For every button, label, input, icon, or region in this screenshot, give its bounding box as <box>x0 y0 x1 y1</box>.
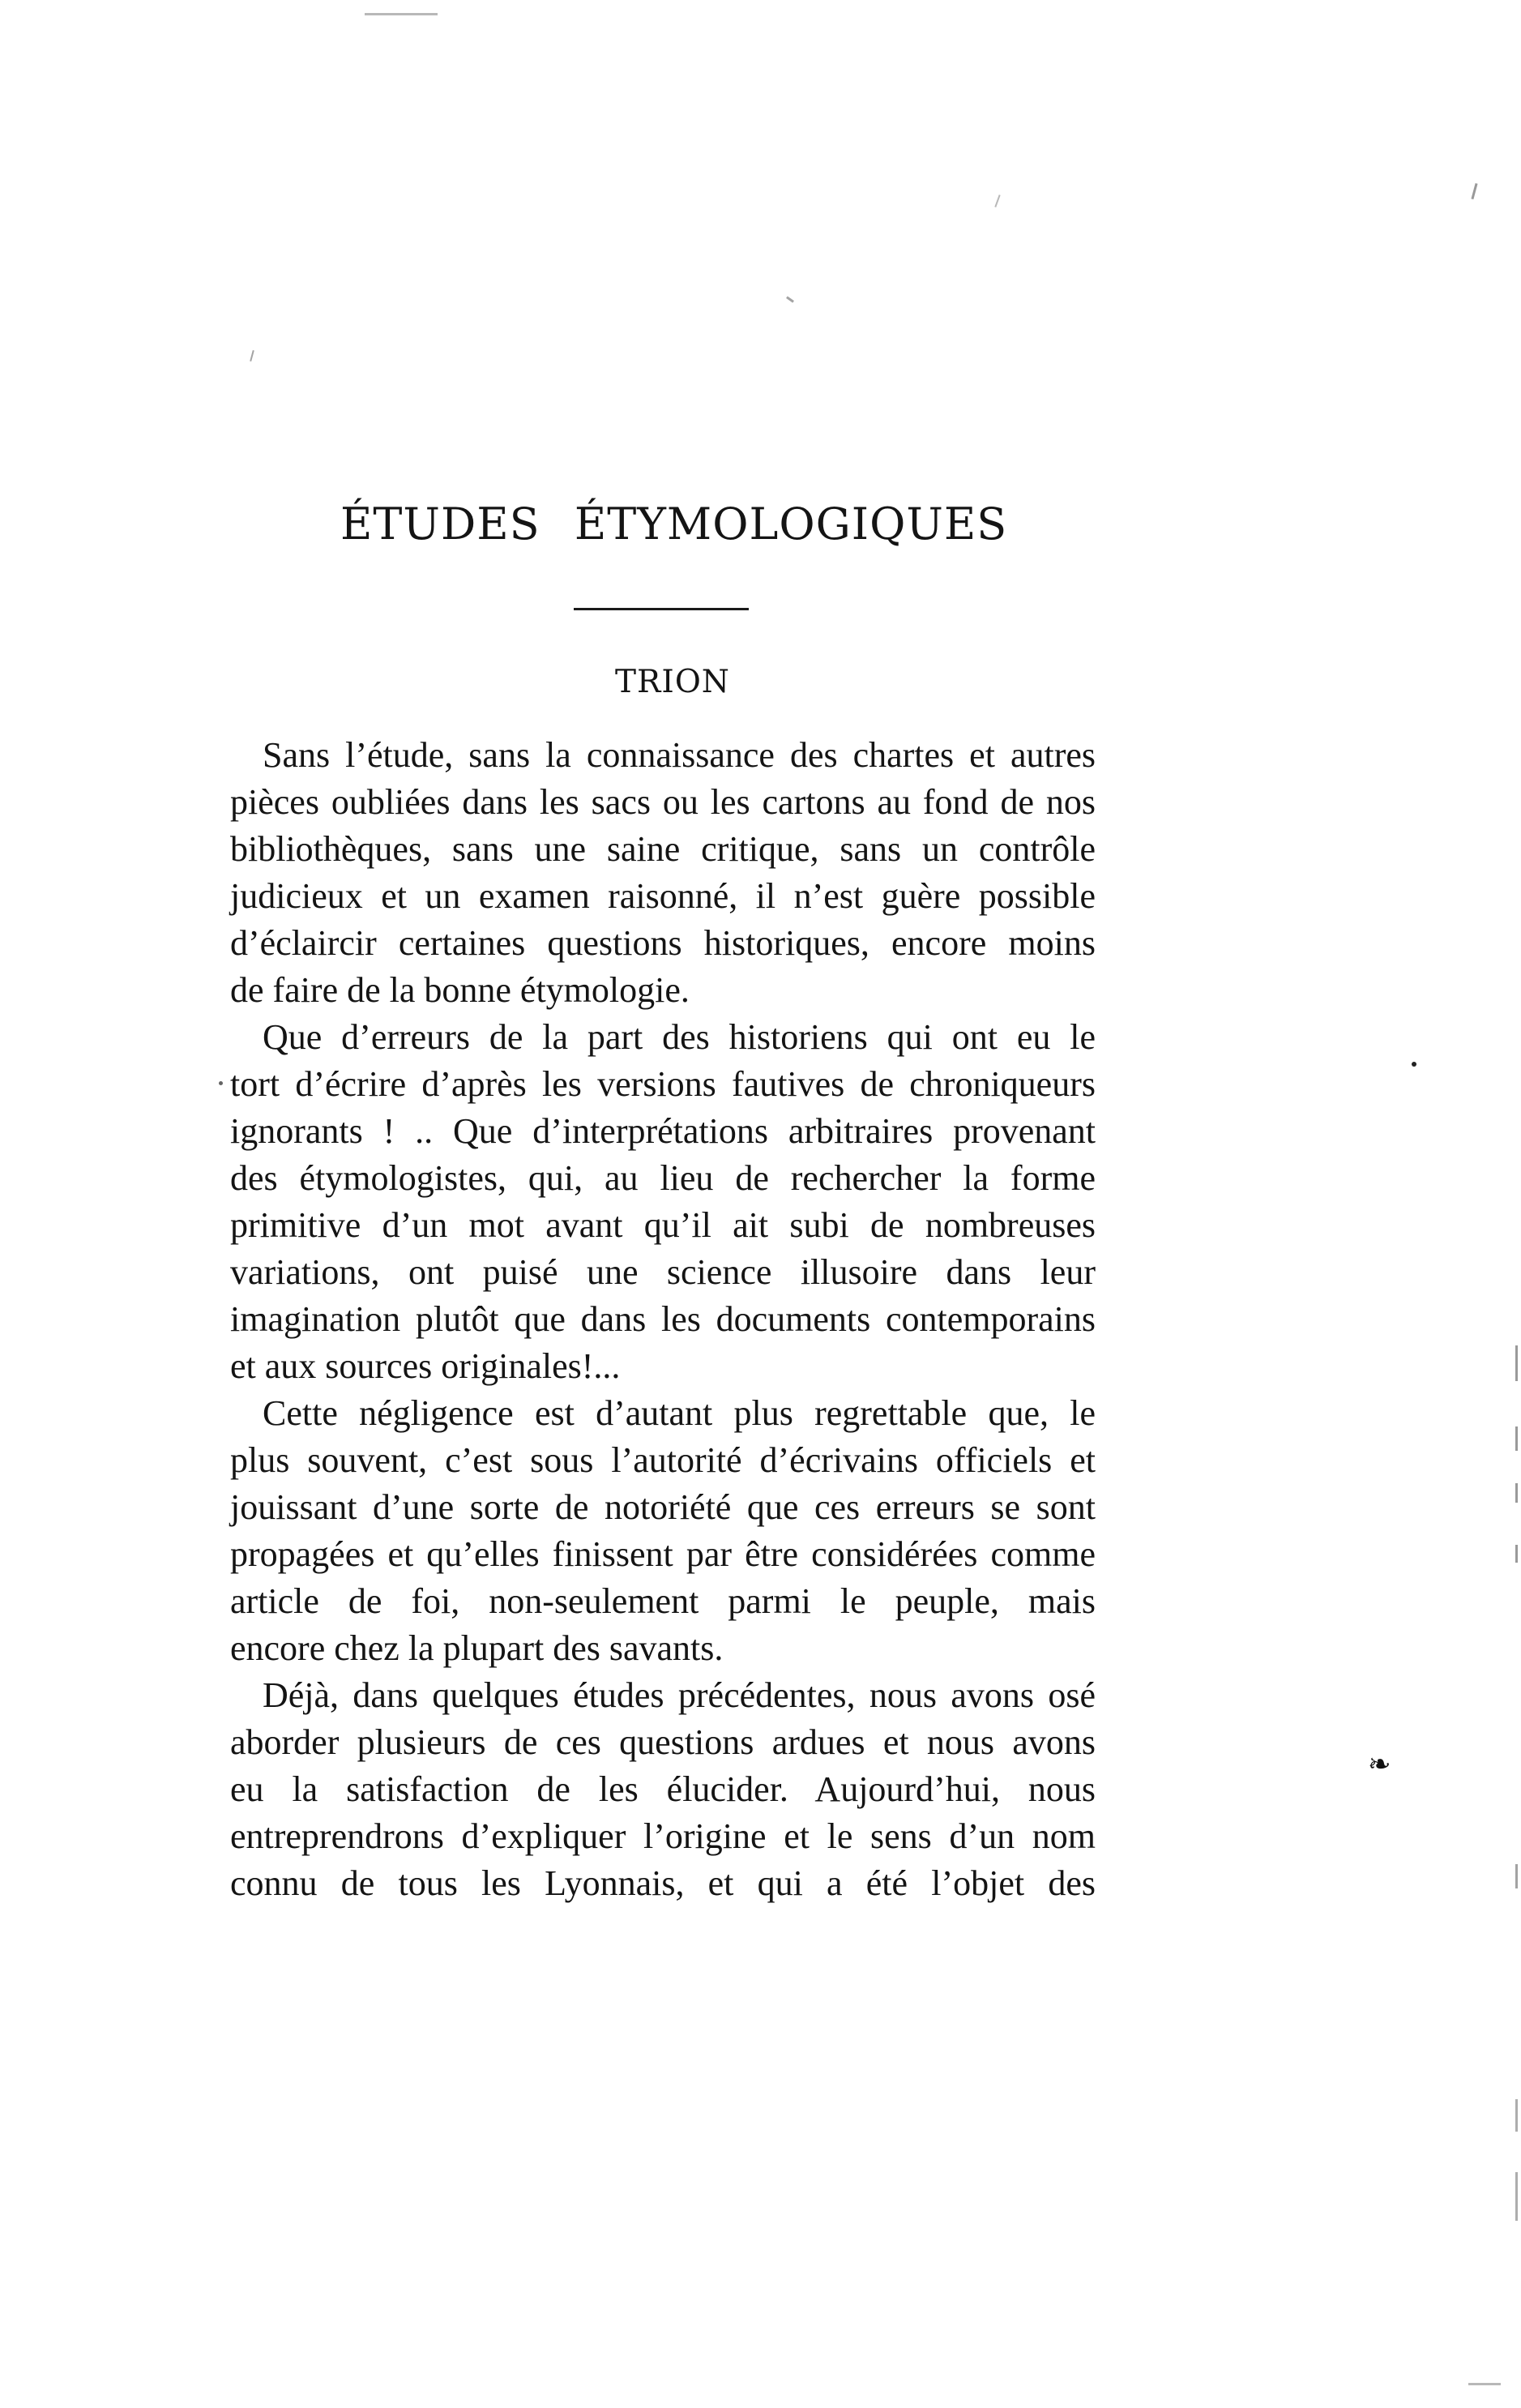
text-line: Déjà, dans quelques études précédentes, nous avons osé <box>263 1675 1096 1715</box>
scan-speck <box>219 1081 223 1085</box>
paragraph <box>230 1672 1096 1907</box>
text-line: des étymologistes, qui, au lieu de rechercher la forme <box>230 1158 1096 1198</box>
text-line: bibliothèques, sans une saine critique, sans un contrôle <box>230 829 1096 869</box>
text-line: Sans l’étude, sans la connaissance des chartes et autres <box>263 735 1096 775</box>
scan-mark <box>250 350 254 361</box>
paragraph <box>230 732 1096 1014</box>
text-line: article de foi, non-seulement parmi le peuple, mais <box>230 1581 1096 1621</box>
text-line: imagination plutôt que dans les documents contemporains <box>230 1299 1096 1339</box>
scan-mark <box>1515 2099 1518 2132</box>
text-line: eu la satisfaction de les élucider. Aujourd’hui, nous <box>230 1769 1096 1809</box>
text-line: plus souvent, c’est sous l’autorité d’écrivains officiels et <box>230 1440 1096 1480</box>
scan-mark <box>1515 2172 1518 2221</box>
text-line: ignorants ! .. Que d’interprétations arbitraires provenant <box>230 1111 1096 1151</box>
scan-mark <box>1515 1483 1518 1503</box>
text-line: connu de tous les Lyonnais, et qui a été l’objet des <box>230 1863 1096 1903</box>
paragraph <box>230 1014 1096 1390</box>
scan-mark <box>1515 1345 1518 1381</box>
text-line: judicieux et un examen raisonné, il n’est guère possible <box>230 876 1096 916</box>
section-heading: TRION <box>615 664 730 700</box>
text-line: Que d’erreurs de la part des historiens qui ont eu le <box>263 1017 1096 1057</box>
scan-mark <box>786 296 794 302</box>
text-line: pièces oubliées dans les sacs ou les cartons au fond de nos <box>230 782 1096 822</box>
text-line: jouissant d’une sorte de notoriété que ces erreurs se sont <box>230 1487 1096 1527</box>
text-line: primitive d’un mot avant qu’il ait subi de nombreuses <box>230 1205 1096 1245</box>
scan-mark <box>1468 2383 1501 2385</box>
scan-mark <box>1471 183 1477 199</box>
scan-mark <box>1515 1426 1518 1451</box>
scan-mark <box>365 13 438 15</box>
text-line: variations, ont puisé une science illusoire dans leur <box>230 1252 1096 1292</box>
text-line: entreprendrons d’expliquer l’origine et le sens d’un nom <box>230 1816 1096 1856</box>
scan-mark <box>1515 1545 1518 1563</box>
text-line: propagées et qu’elles finissent par être considérées comme <box>230 1534 1096 1574</box>
page-title: ÉTUDES ÉTYMOLOGIQUES <box>340 498 1008 550</box>
text-line: aborder plusieurs de ces questions ardues et nous avons <box>230 1722 1096 1762</box>
scan-mark <box>1515 1864 1518 1888</box>
text-line: de faire de la bonne étymologie. <box>230 970 690 1010</box>
text-line: Cette négligence est d’autant plus regrettable que, le <box>263 1393 1096 1433</box>
margin-ink-blot: ❧ <box>1368 1748 1391 1781</box>
scan-speck <box>1412 1062 1416 1067</box>
paragraph <box>230 1390 1096 1672</box>
text-line: d’éclaircir certaines questions historiques, encore moins <box>230 923 1096 963</box>
text-line: et aux sources originales!... <box>230 1346 621 1386</box>
body-text <box>230 732 1096 1907</box>
scan-mark <box>994 195 1000 207</box>
text-line: encore chez la plupart des savants. <box>230 1628 724 1668</box>
title-divider <box>574 608 749 610</box>
text-line: tort d’écrire d’après les versions fautives de chroniqueurs <box>230 1064 1096 1104</box>
